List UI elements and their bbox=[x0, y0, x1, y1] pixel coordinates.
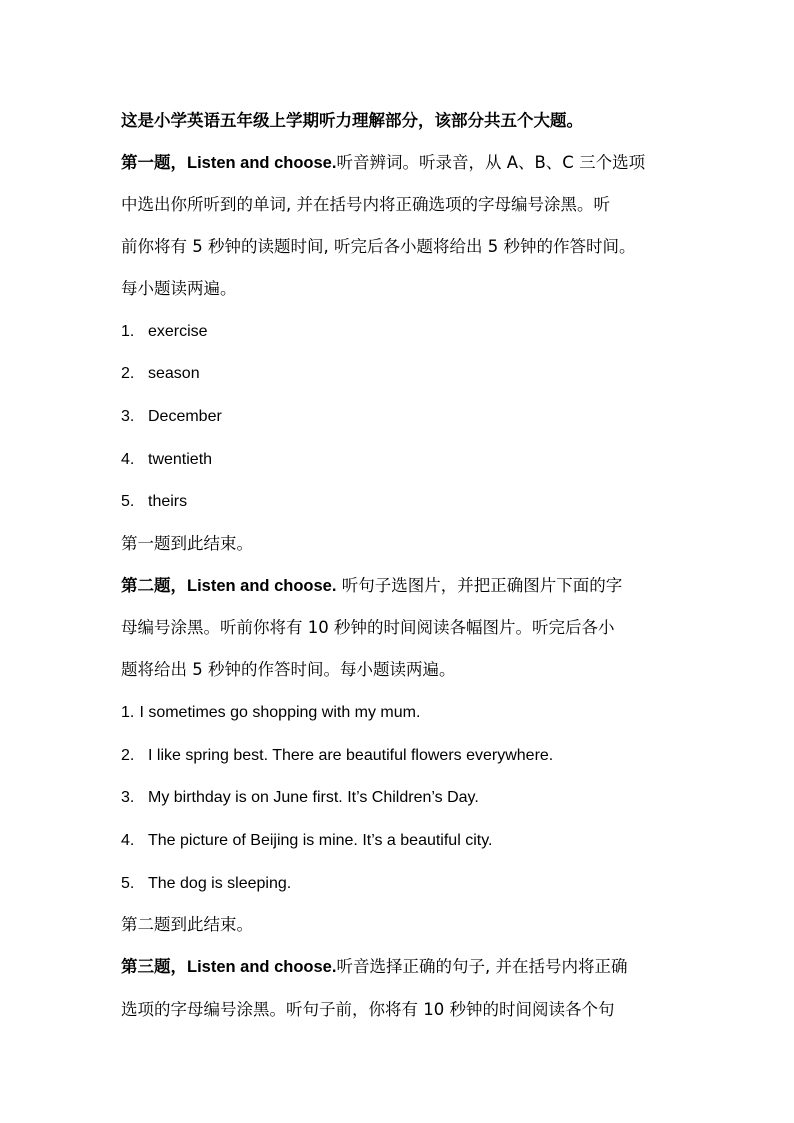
section-1-list-item bbox=[121, 395, 676, 438]
section-3-heading-line bbox=[121, 946, 676, 989]
section-2-list-item bbox=[121, 776, 676, 819]
section-1-list-item bbox=[121, 438, 676, 481]
section-3-instruction-line: 选项的字母编号涂黑。听句子前，你将有 10 秒钟的时间阅读各个句 bbox=[121, 999, 615, 1019]
section-1-end: 第一题到此结束。 bbox=[121, 534, 253, 554]
item-number: 4. bbox=[121, 450, 135, 468]
section-2-list-item bbox=[121, 862, 676, 905]
document-content bbox=[121, 100, 676, 1030]
section-1-heading-en: Listen and choose. bbox=[187, 153, 337, 172]
section-2-list-item bbox=[121, 734, 676, 777]
section-1-instruction-line: 中选出你所听到的单词, 并在括号内将正确选项的字母编号涂黑。听 bbox=[121, 195, 610, 215]
section-1-list-item bbox=[121, 480, 676, 523]
section-1-instruction-line: 前你将有 5 秒钟的读题时间, 听完后各小题将给出 5 秒钟的作答时间。 bbox=[121, 237, 636, 257]
section-1 bbox=[121, 142, 676, 565]
section-3-instruction-line: 听音选择正确的句子, 并在括号内将正确 bbox=[336, 957, 628, 977]
section-2-heading-cn: 第二题， bbox=[121, 575, 187, 595]
section-2 bbox=[121, 565, 676, 946]
item-number: 4. bbox=[121, 831, 135, 849]
item-sentence: My birthday is on June first. It’s Children’s Day. bbox=[148, 789, 479, 807]
item-word: exercise bbox=[148, 322, 208, 340]
section-2-heading-line bbox=[121, 565, 676, 608]
item-number: 2. bbox=[121, 746, 135, 764]
item-word: twentieth bbox=[148, 450, 213, 468]
section-3-heading-cn: 第三题， bbox=[121, 957, 187, 977]
section-1-heading-cn: 第一题， bbox=[121, 152, 187, 172]
section-3 bbox=[121, 946, 676, 1030]
section-2-end: 第二题到此结束。 bbox=[121, 915, 253, 935]
item-word: December bbox=[148, 407, 222, 425]
item-number: 3. bbox=[121, 789, 135, 807]
item-word: theirs bbox=[148, 493, 188, 511]
item-sentence: The picture of Beijing is mine. It’s a beautiful city. bbox=[148, 831, 493, 849]
item-number: 1. bbox=[121, 703, 135, 721]
item-number: 5. bbox=[121, 493, 135, 511]
section-1-instruction-line: 每小题读两遍。 bbox=[121, 278, 237, 298]
item-sentence: I sometimes go shopping with my mum. bbox=[139, 703, 421, 721]
section-2-heading-en: Listen and choose. bbox=[187, 576, 337, 595]
item-sentence: The dog is sleeping. bbox=[148, 874, 292, 892]
section-1-heading-line bbox=[121, 142, 676, 185]
section-2-instruction-line: 母编号涂黑。听前你将有 10 秒钟的时间阅读各幅图片。听完后各小 bbox=[121, 618, 615, 638]
section-2-list-item bbox=[121, 691, 676, 734]
item-number: 1. bbox=[121, 322, 135, 340]
section-1-list-item bbox=[121, 352, 676, 395]
section-2-list-item bbox=[121, 819, 676, 862]
section-2-instruction-line: 题将给出 5 秒钟的作答时间。每小题读两遍。 bbox=[121, 660, 456, 680]
section-1-list-item bbox=[121, 310, 676, 353]
intro-paragraph: 这是小学英语五年级上学期听力理解部分，该部分共五个大题。 bbox=[121, 111, 583, 130]
section-3-heading-en: Listen and choose. bbox=[187, 958, 337, 977]
item-number: 3. bbox=[121, 407, 135, 425]
item-word: season bbox=[148, 365, 200, 383]
section-2-instruction-line: 听句子选图片，并把正确图片下面的字 bbox=[336, 575, 623, 595]
item-number: 2. bbox=[121, 365, 135, 383]
item-sentence: I like spring best. There are beautiful flowers everywhere. bbox=[148, 746, 554, 764]
section-1-instruction-line: 听音辨词。听录音，从 A、B、C 三个选项 bbox=[336, 152, 646, 172]
item-number: 5. bbox=[121, 874, 135, 892]
